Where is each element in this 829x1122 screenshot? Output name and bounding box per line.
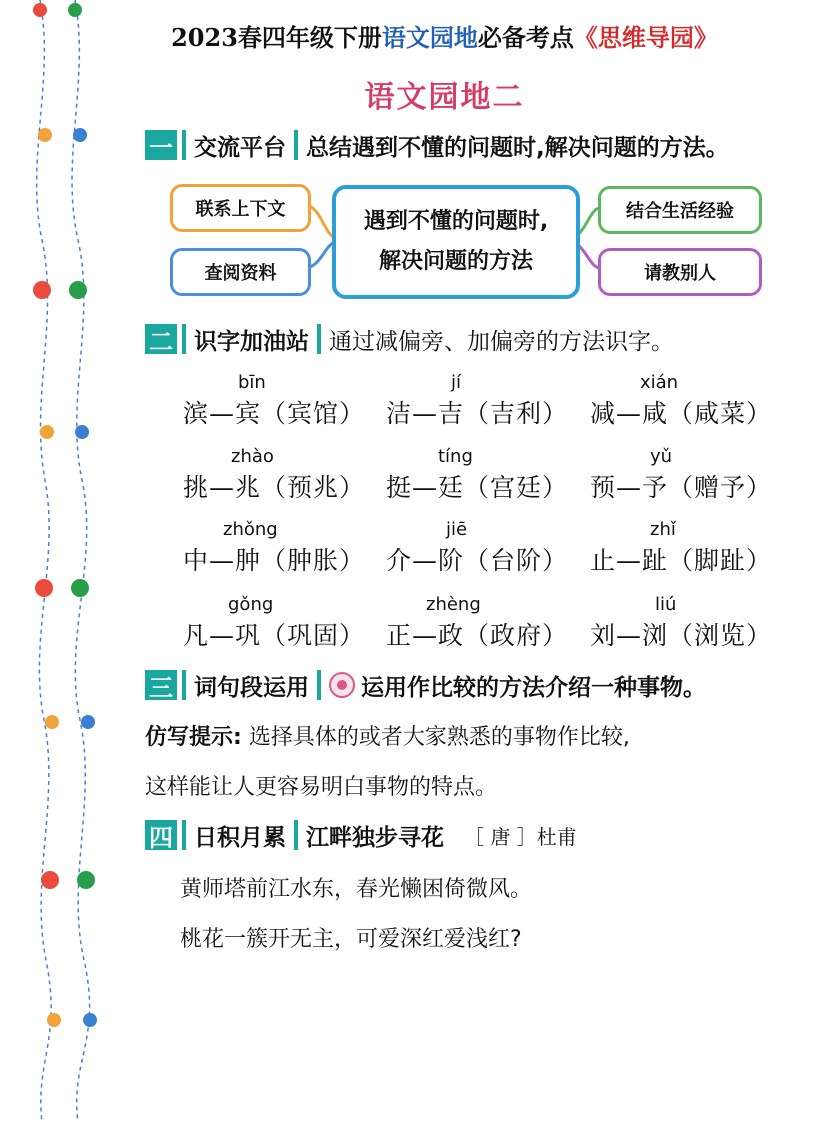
char-pair: 正—政（政府） <box>386 621 569 650</box>
mindmap-node-context: 联系上下文 <box>170 184 311 232</box>
tip-text1: 选择具体的或者大家熟悉的事物作比较, <box>248 725 630 750</box>
section-number: 一 <box>145 130 177 160</box>
pinyin: zhǒng <box>223 519 278 540</box>
title-part4: 《思维导园》 <box>573 23 718 52</box>
tip-line1 <box>145 720 630 751</box>
char-pair: 洁—吉（吉利） <box>386 399 569 428</box>
pinyin: zhào <box>231 446 274 467</box>
section-3-header <box>145 668 706 702</box>
char-pair: 中—肿（肿胀） <box>183 546 366 575</box>
char-row <box>183 446 783 506</box>
char-pair: 挺—廷（宫廷） <box>386 473 569 502</box>
pinwheel-icon <box>33 3 97 1027</box>
tip-text2: 这样能让人更容易明白事物的特点。 <box>145 775 498 800</box>
section-2-header <box>145 322 674 356</box>
mindmap-center <box>332 185 580 299</box>
pinyin: tíng <box>438 446 473 467</box>
poem-line1: 黄师塔前江水东，春光懒困倚微风。 <box>180 877 533 902</box>
section-name: 交流平台 <box>194 134 286 161</box>
poem-title: 江畔独步寻花 <box>306 824 444 851</box>
pinyin: bīn <box>238 372 266 393</box>
poem-line2: 桃花一簇开无主，可爱深红爱浅红? <box>180 927 522 952</box>
mindmap-node-reference: 查阅资料 <box>170 248 311 296</box>
pinyin: xián <box>640 372 679 393</box>
subtitle: 语文园地二 <box>364 80 525 115</box>
char-row <box>183 519 783 579</box>
section-name: 识字加油站 <box>194 328 309 355</box>
char-pair: 刘—浏（浏览） <box>590 621 773 650</box>
flower-icon <box>329 672 355 698</box>
title-part3: 必备考点 <box>477 23 574 52</box>
pinyin: jiē <box>446 519 468 540</box>
pinyin: yǔ <box>650 446 673 467</box>
mindmap-node-experience: 结合生活经验 <box>598 186 762 234</box>
char-pair: 介—阶（台阶） <box>386 546 569 575</box>
page-title <box>0 18 829 53</box>
pinyin: liú <box>655 594 677 615</box>
char-pair: 挑—兆（预兆） <box>183 473 366 502</box>
pinyin: zhǐ <box>650 519 676 540</box>
section-desc: 总结遇到不懂的问题时,解决问题的方法。 <box>306 134 729 161</box>
tip-label: 仿写提示: <box>145 725 242 750</box>
mindmap-center-line2: 解决问题的方法 <box>378 249 533 274</box>
pinyin: zhèng <box>426 594 481 615</box>
section-number: 四 <box>145 820 177 850</box>
char-pair: 滨—宾（宾馆） <box>183 399 366 428</box>
char-pair: 减—咸（咸菜） <box>590 399 773 428</box>
poem-author: ［ 唐 ］杜甫 <box>464 824 577 849</box>
section-1-header <box>145 128 729 162</box>
section-name: 词句段运用 <box>194 674 309 701</box>
section-desc: 通过减偏旁、加偏旁的方法识字。 <box>329 328 674 355</box>
title-part2: 语文园地 <box>381 23 478 52</box>
title-part1: 2023春四年级下册 <box>171 23 382 52</box>
decorative-border <box>0 0 120 1122</box>
char-pair: 凡—巩（巩固） <box>183 621 366 650</box>
char-row <box>183 372 783 432</box>
mindmap-node-ask: 请教别人 <box>598 248 762 296</box>
char-pair: 止—趾（脚趾） <box>590 546 773 575</box>
char-row <box>183 594 783 654</box>
pinyin: gǒng <box>228 594 274 615</box>
section-name: 日积月累 <box>194 824 286 851</box>
char-pair: 预—予（赠予） <box>590 473 773 502</box>
section-4-header <box>145 818 577 852</box>
section-number: 二 <box>145 324 177 354</box>
section-number: 三 <box>145 670 177 700</box>
section-desc: 运用作比较的方法介绍一种事物。 <box>361 674 706 701</box>
pinyin: jí <box>451 372 462 393</box>
mindmap-center-line1: 遇到不懂的问题时, <box>363 209 549 235</box>
